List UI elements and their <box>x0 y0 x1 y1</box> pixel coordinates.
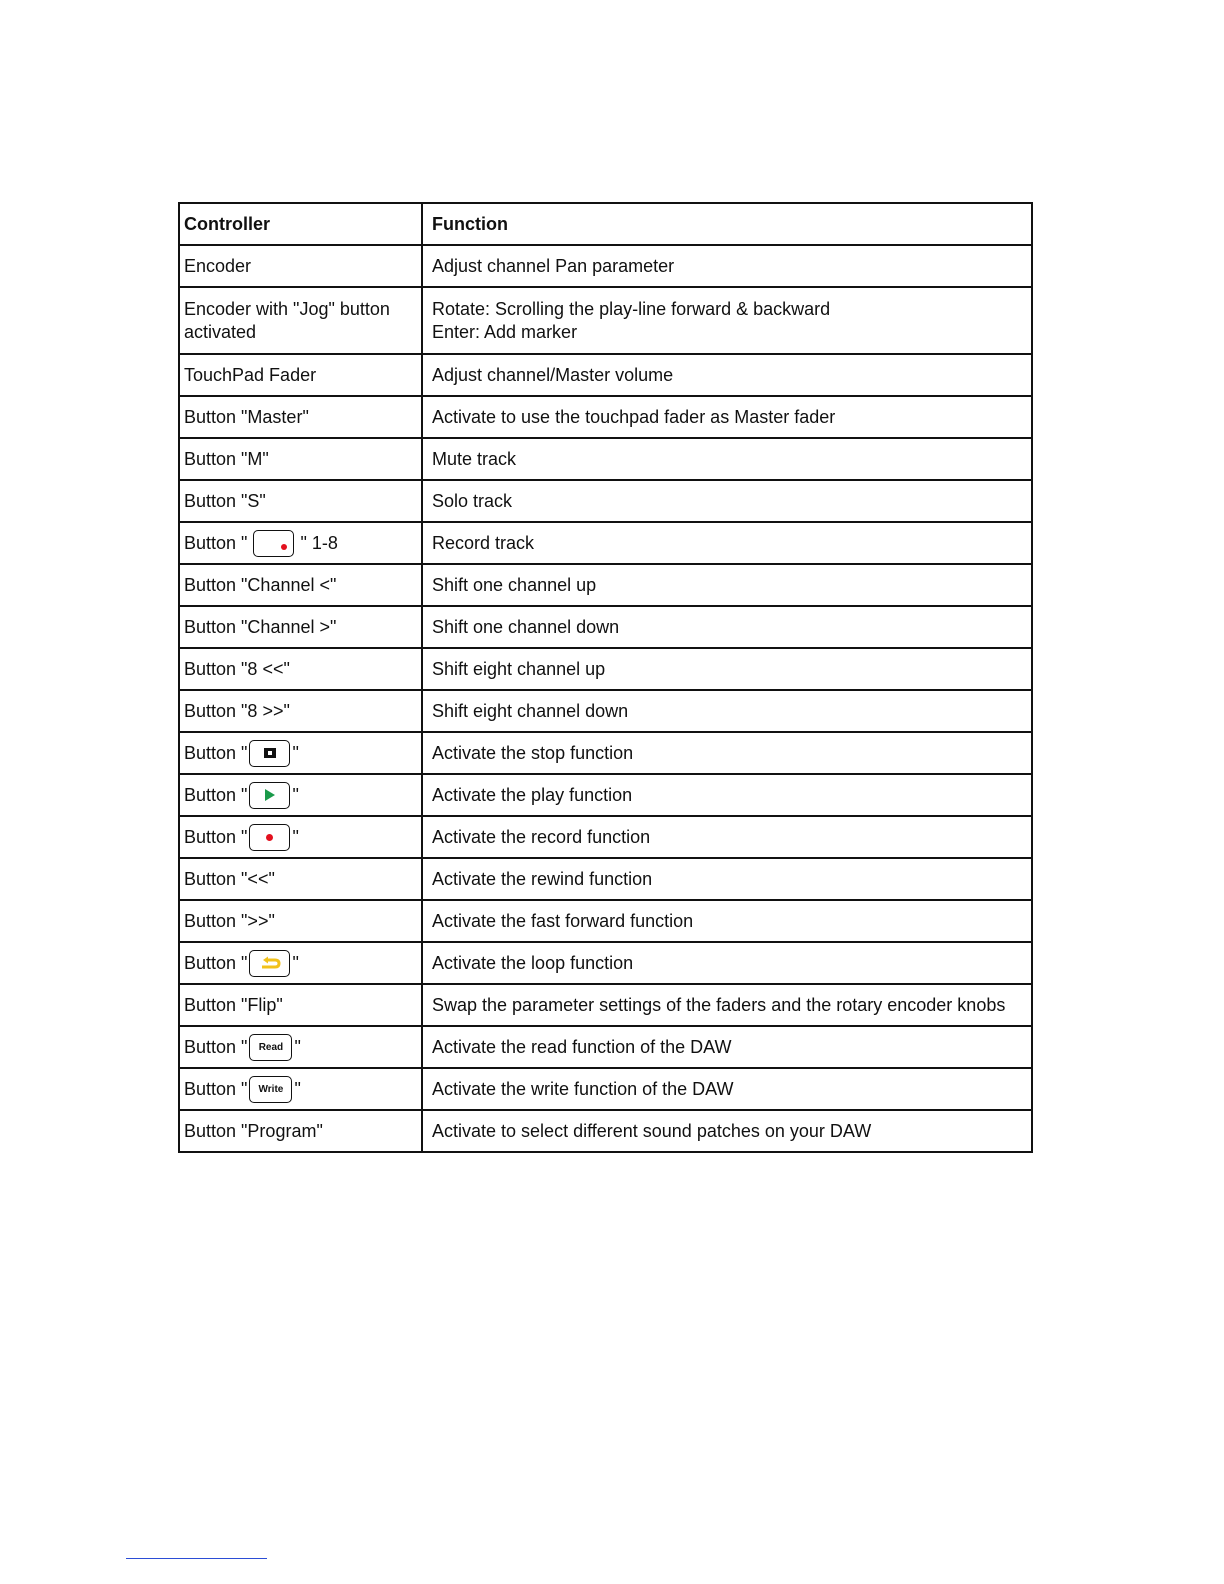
function-cell: Swap the parameter settings of the faders and the rotary encoder knobs <box>422 984 1032 1026</box>
controller-cell: Button "Channel >" <box>179 606 422 648</box>
controller-cell: Button "8 >>" <box>179 690 422 732</box>
function-cell: Record track <box>422 522 1032 564</box>
table-row <box>179 774 1032 816</box>
record-icon <box>249 824 290 851</box>
table-row <box>179 354 1032 396</box>
controller-cell: Button "M" <box>179 438 422 480</box>
controller-suffix: " 1-8 <box>300 532 338 553</box>
write-keycap: Write <box>249 1076 292 1103</box>
controller-cell: Button "Flip" <box>179 984 422 1026</box>
controller-suffix: " <box>292 784 299 805</box>
play-icon <box>249 782 290 809</box>
controller-cell: Button "Program" <box>179 1110 422 1152</box>
function-cell: Shift eight channel up <box>422 648 1032 690</box>
controller-suffix: " <box>292 952 299 973</box>
controller-suffix: " <box>294 1078 301 1099</box>
controller-function-table <box>178 202 1033 1153</box>
controller-cell: Button ">>" <box>179 900 422 942</box>
header-function: Function <box>422 203 1032 245</box>
controller-cell <box>179 1068 422 1110</box>
function-cell: Activate the stop function <box>422 732 1032 774</box>
controller-prefix: Button " <box>184 1078 248 1099</box>
controller-cell: TouchPad Fader <box>179 354 422 396</box>
read-keycap: Read <box>249 1034 292 1061</box>
controller-suffix: " <box>292 826 299 847</box>
controller-cell <box>179 774 422 816</box>
controller-cell: Button "S" <box>179 480 422 522</box>
function-cell: Activate the write function of the DAW <box>422 1068 1032 1110</box>
function-cell: Activate the read function of the DAW <box>422 1026 1032 1068</box>
table-row <box>179 942 1032 984</box>
table-row <box>179 858 1032 900</box>
function-cell: Activate the fast forward function <box>422 900 1032 942</box>
controller-cell: Button "8 <<" <box>179 648 422 690</box>
function-cell: Activate the record function <box>422 816 1032 858</box>
function-cell: Mute track <box>422 438 1032 480</box>
controller-cell: Encoder <box>179 245 422 287</box>
table-row <box>179 648 1032 690</box>
function-cell: Adjust channel/Master volume <box>422 354 1032 396</box>
table-row <box>179 606 1032 648</box>
table-row <box>179 522 1032 564</box>
table-row <box>179 816 1032 858</box>
controller-prefix: Button " <box>184 784 248 805</box>
controller-cell <box>179 816 422 858</box>
table-row <box>179 287 1032 354</box>
table-row <box>179 396 1032 438</box>
function-cell: Shift one channel up <box>422 564 1032 606</box>
table-row <box>179 564 1032 606</box>
function-line: Rotate: Scrolling the play-line forward & backward <box>432 298 831 319</box>
controller-prefix: Button " <box>184 826 248 847</box>
function-cell: Activate to select different sound patches on your DAW <box>422 1110 1032 1152</box>
controller-cell <box>179 732 422 774</box>
controller-suffix: " <box>292 742 299 763</box>
function-line: Enter: Add marker <box>432 321 578 342</box>
function-cell: Shift eight channel down <box>422 690 1032 732</box>
track-record-icon <box>253 530 294 557</box>
function-cell: Activate the play function <box>422 774 1032 816</box>
stop-icon <box>249 740 290 767</box>
function-cell <box>422 287 1032 354</box>
controller-prefix: Button " <box>184 952 248 973</box>
header-controller: Controller <box>179 203 422 245</box>
table-row <box>179 984 1032 1026</box>
function-cell: Adjust channel Pan parameter <box>422 245 1032 287</box>
function-cell: Solo track <box>422 480 1032 522</box>
controller-suffix: " <box>294 1036 301 1057</box>
table-row <box>179 438 1032 480</box>
function-cell: Shift one channel down <box>422 606 1032 648</box>
controller-prefix: Button " <box>184 742 248 763</box>
table-row <box>179 732 1032 774</box>
footnote-separator <box>126 1558 267 1559</box>
table-row <box>179 480 1032 522</box>
table-row <box>179 245 1032 287</box>
function-cell: Activate to use the touchpad fader as Master fader <box>422 396 1032 438</box>
function-cell: Activate the loop function <box>422 942 1032 984</box>
controller-cell: Button "<<" <box>179 858 422 900</box>
controller-cell <box>179 522 422 564</box>
controller-prefix: Button " <box>184 532 248 553</box>
controller-prefix: Button " <box>184 1036 248 1057</box>
loop-icon <box>249 950 290 977</box>
function-cell: Activate the rewind function <box>422 858 1032 900</box>
controller-cell <box>179 1026 422 1068</box>
controller-cell: Button "Channel <" <box>179 564 422 606</box>
table-row <box>179 690 1032 732</box>
controller-cell: Button "Master" <box>179 396 422 438</box>
table-header-row <box>179 203 1032 245</box>
controller-cell: Encoder with "Jog" button activated <box>179 287 422 354</box>
table-row <box>179 1110 1032 1152</box>
table-row <box>179 1068 1032 1110</box>
table-row <box>179 1026 1032 1068</box>
controller-cell <box>179 942 422 984</box>
table-row <box>179 900 1032 942</box>
